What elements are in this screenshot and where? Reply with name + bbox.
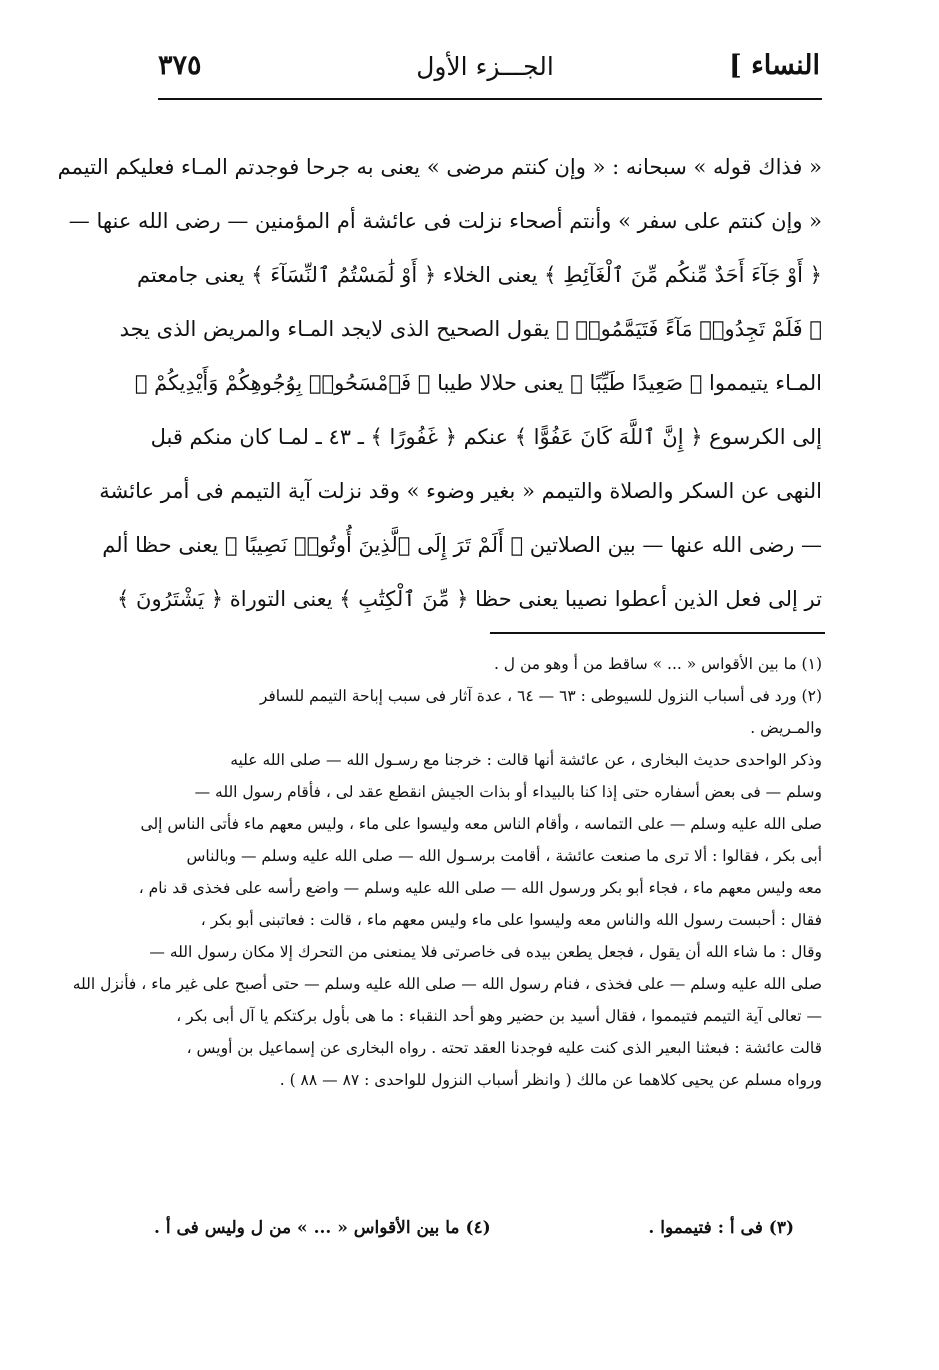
text-line: — رضى الله عنها — بين الصلاتين ﴿ أَلَمْ تَرَ إِلَى ٱلَّذِينَ أُوتُوا۟ نَصِيبًا ﴾ يعنى حظا ألم <box>102 533 822 557</box>
text-line: تر إلى فعل الذين أعطوا نصيبا يعنى حظا ﴿ مِّنَ ٱلْكِتَٰبِ ﴾ يعنى التوراة ﴿ يَشْتَرُونَ ﴾ <box>117 587 822 611</box>
bottom-notes <box>154 1218 794 1252</box>
part-title: الجـــزء الأول <box>416 52 554 81</box>
text-line: ﴿ أَوْ جَآءَ أَحَدٌ مِّنكُم مِّنَ ٱلْغَآئِطِ ﴾ يعنى الخلاء ﴿ أَوْ لَٰمَسْتُمُ ٱلنِّسَآءَ ﴾ يعنى جامعتم <box>136 263 822 287</box>
footnote-line: وسلم — فى بعض أسفاره حتى إذا كنا بالبيداء أو بذات الجيش انقطع عقد لى ، فأقام رسول الله — <box>194 783 822 801</box>
main-text <box>57 140 822 626</box>
footnote-line: أبى بكر ، فقالوا : ألا ترى ما صنعت عائشة ، أقامت برسـول الله — صلى الله عليه وسلم — وبالناس <box>186 847 822 865</box>
footnote-line: ورواه مسلم عن يحيى كلاهما عن مالك ( وانظر أسباب النزول للواحدى : ٨٧ — ٨٨ ) . <box>279 1071 822 1089</box>
text-line: « فذاك قوله » سبحانه : « وإن كنتم مرضى » يعنى به جرحا فوجدتم المـاء فعليكم التيمم <box>57 155 822 179</box>
footnote-line: (١) ما بين الأقواس « ... » ساقط من أ وهو من ل . <box>493 655 822 673</box>
page-header <box>150 48 820 96</box>
footnote-divider <box>490 632 825 634</box>
text-line: إلى الكرسوع ﴿ إِنَّ ٱللَّهَ كَانَ عَفُوًّا ﴾ عنكم ﴿ غَفُورًا ﴾ ـ ٤٣ ـ لمـا كان منكم قبل <box>150 425 822 449</box>
header-divider <box>158 98 822 100</box>
footnote-line: قالت عائشة : فبعثنا البعير الذى كنت عليه فوجدنا العقد تحته . رواه البخارى عن إسماعيل بن أويس ، <box>186 1039 822 1057</box>
text-line: ﴿ فَلَمْ تَجِدُوا۟ مَآءً فَتَيَمَّمُوا۟ ﴾ يقول الصحيح الذى لايجد المـاء والمريض الذى يجد <box>119 317 822 341</box>
text-line: المـاء يتيمموا ﴿ صَعِيدًا طَيِّبًا ﴾ يعنى حلالا طيبا ﴿ فَٱمْسَحُوا۟ بِوُجُوهِكُمْ وَأَيْدِيكُمْ ﴾ <box>134 371 822 395</box>
footnotes <box>72 648 822 1096</box>
footnote-line: معه وليس معهم ماء ، فجاء أبو بكر ورسول الله — صلى الله عليه وسلم — واضع رأسه على فخذى قد نام ، <box>138 879 822 897</box>
footnote-line: صلى الله عليه وسلم — على فخذى ، فنام رسول الله — صلى الله عليه وسلم — حتى أصبح على غير ماء ، فأنزل الله <box>72 975 822 993</box>
text-line: النهى عن السكر والصلاة والتيمم « بغير وضوء » وقد نزلت آية التيمم فى أمر عائشة <box>99 479 822 503</box>
footnote-4: (٤) ما بين الأقواس « ... » من ل وليس فى أ . <box>154 1218 491 1238</box>
footnote-3: (٣) فى أ : فتيمموا . <box>648 1218 794 1238</box>
footnote-line: وقال : ما شاء الله أن يقول ، فجعل يطعن بيده فى خاصرتى فلا يمنعنى من التحرك إلا مكان رسول الله — <box>149 943 822 961</box>
footnote-line: — تعالى آية التيمم فتيمموا ، فقال أسيد بن حضير وهو أحد النقباء : ما هى بأول بركتكم يا آل أبى بكر ، <box>176 1007 822 1025</box>
text-line: « وإن كنتم على سفر » وأنتم أصحاء نزلت فى عائشة أم المؤمنين — رضى الله عنها — <box>68 209 822 233</box>
footnote-line: والمـريض . <box>750 719 822 737</box>
footnote-line: وذكر الواحدى حديث البخارى ، عن عائشة أنها قالت : خرجنا مع رسـول الله — صلى الله عليه <box>230 751 822 769</box>
surah-title: النساء ] <box>728 50 820 81</box>
footnote-line: فقال : أحبست رسول الله والناس معه وليسوا على ماء وليس معهم ماء ، قالت : فعاتبنى أبو بكر ، <box>200 911 822 929</box>
footnote-line: صلى الله عليه وسلم — على التماسه ، وأقام الناس معه وليسوا على ماء ، وليس معهم ماء فأتى الناس إلى <box>140 815 822 833</box>
footnote-line: (٢) ورد فى أسباب النزول للسيوطى : ٦٣ — ٦٤ ، عدة آثار فى سبب إباحة التيمم للسافر <box>259 687 822 705</box>
page-number: ٣٧٥ <box>158 50 202 81</box>
